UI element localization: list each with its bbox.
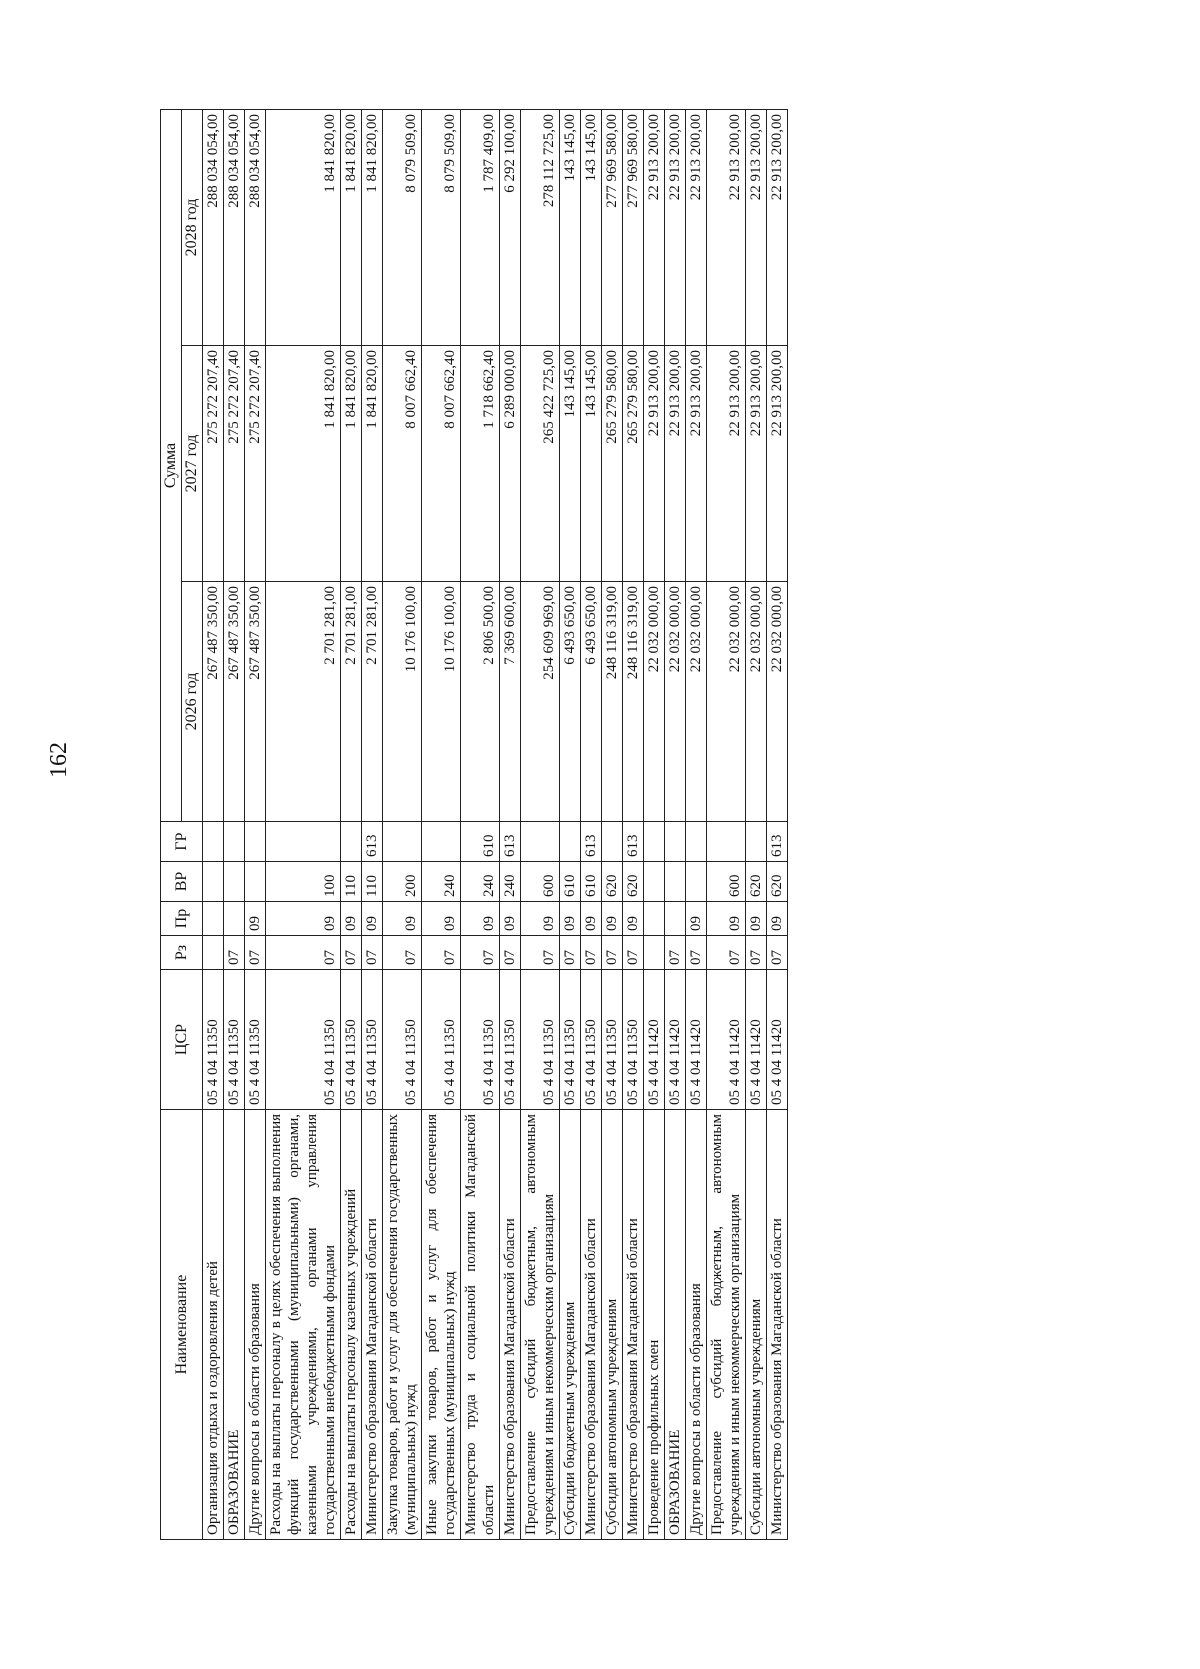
cell-pr: 09 <box>341 902 362 936</box>
table-row <box>203 109 224 1539</box>
cell-gr <box>560 822 581 862</box>
cell-2027: 22 913 200,00 <box>644 346 665 582</box>
cell-name: Субсидии автономным учреждениям <box>746 1110 767 1540</box>
cell-2026: 2 701 281,00 <box>266 582 341 822</box>
cell-2028: 1 841 820,00 <box>341 109 362 345</box>
cell-2028: 1 787 409,00 <box>461 109 500 345</box>
cell-name: Министерство образования Магаданской области <box>623 1110 644 1540</box>
cell-2028: 22 913 200,00 <box>746 109 767 345</box>
cell-2026: 10 176 100,00 <box>383 582 422 822</box>
cell-2026: 6 493 650,00 <box>581 582 602 822</box>
cell-pr <box>203 902 224 936</box>
cell-vr: 100 <box>266 862 341 902</box>
cell-2026: 2 701 281,00 <box>362 582 383 822</box>
cell-vr: 240 <box>461 862 500 902</box>
cell-rz: 07 <box>623 936 644 970</box>
cell-gr <box>644 822 665 862</box>
cell-csr: 05 4 04 11420 <box>686 970 707 1110</box>
cell-vr <box>686 862 707 902</box>
header-gr: ГР <box>161 822 203 862</box>
cell-pr: 09 <box>746 902 767 936</box>
cell-rz: 07 <box>746 936 767 970</box>
cell-vr <box>203 862 224 902</box>
header-2027: 2027 год <box>182 346 203 582</box>
cell-rz: 07 <box>560 936 581 970</box>
cell-vr <box>224 862 245 902</box>
cell-2028: 288 034 054,00 <box>203 109 224 345</box>
cell-gr <box>266 822 341 862</box>
cell-pr: 09 <box>581 902 602 936</box>
header-csr: ЦСР <box>161 970 203 1110</box>
table-row <box>245 109 266 1539</box>
cell-gr: 613 <box>581 822 602 862</box>
cell-csr: 05 4 04 11350 <box>203 970 224 1110</box>
cell-csr: 05 4 04 11420 <box>644 970 665 1110</box>
cell-vr: 620 <box>746 862 767 902</box>
cell-2027: 1 841 820,00 <box>362 346 383 582</box>
cell-rz: 07 <box>266 936 341 970</box>
cell-name: Расходы на выплаты персоналу в целях обеспечения выполнения функций государственными (муниципальными) органами, казенными учреждениями, органами управления государственными внебюджетными фондами <box>266 1110 341 1540</box>
cell-2027: 265 279 580,00 <box>602 346 623 582</box>
table-row <box>686 109 707 1539</box>
cell-rz: 07 <box>224 936 245 970</box>
cell-pr: 09 <box>767 902 788 936</box>
budget-table <box>160 109 788 1540</box>
cell-name: Министерство образования Магаданской области <box>581 1110 602 1540</box>
cell-2028: 8 079 509,00 <box>422 109 461 345</box>
cell-name: ОБРАЗОВАНИЕ <box>665 1110 686 1540</box>
cell-pr <box>644 902 665 936</box>
cell-pr: 09 <box>560 902 581 936</box>
cell-gr <box>341 822 362 862</box>
cell-2028: 288 034 054,00 <box>245 109 266 345</box>
cell-vr: 600 <box>707 862 746 902</box>
cell-rz: 07 <box>362 936 383 970</box>
cell-vr <box>245 862 266 902</box>
page-number: 162 <box>46 742 72 778</box>
cell-name: Министерство образования Магаданской области <box>362 1110 383 1540</box>
table-row <box>644 109 665 1539</box>
cell-gr: 610 <box>461 822 500 862</box>
cell-rz <box>644 936 665 970</box>
cell-pr: 09 <box>686 902 707 936</box>
table-row <box>362 109 383 1539</box>
table-row <box>560 109 581 1539</box>
header-row-1 <box>161 109 182 1539</box>
cell-2027: 8 007 662,40 <box>422 346 461 582</box>
cell-2026: 10 176 100,00 <box>422 582 461 822</box>
table-row <box>422 109 461 1539</box>
cell-2027: 22 913 200,00 <box>767 346 788 582</box>
cell-pr: 09 <box>422 902 461 936</box>
cell-pr: 09 <box>266 902 341 936</box>
cell-gr: 613 <box>500 822 521 862</box>
cell-2026: 2 701 281,00 <box>341 582 362 822</box>
cell-2026: 22 032 000,00 <box>746 582 767 822</box>
cell-gr <box>602 822 623 862</box>
cell-csr: 05 4 04 11350 <box>266 970 341 1110</box>
table-row <box>383 109 422 1539</box>
cell-name: Министерство образования Магаданской области <box>500 1110 521 1540</box>
cell-vr: 620 <box>602 862 623 902</box>
cell-csr: 05 4 04 11350 <box>560 970 581 1110</box>
cell-rz: 07 <box>767 936 788 970</box>
cell-2028: 143 145,00 <box>560 109 581 345</box>
cell-name: Субсидии автономным учреждениям <box>602 1110 623 1540</box>
cell-rz: 07 <box>341 936 362 970</box>
cell-pr: 09 <box>500 902 521 936</box>
cell-name: Министерство образования Магаданской области <box>767 1110 788 1540</box>
cell-pr: 09 <box>362 902 383 936</box>
cell-pr: 09 <box>707 902 746 936</box>
cell-gr <box>686 822 707 862</box>
cell-name: Предоставление субсидий бюджетным, автономным учреждениям и иным некоммерческим организациям <box>521 1110 560 1540</box>
cell-gr <box>203 822 224 862</box>
cell-2028: 22 913 200,00 <box>707 109 746 345</box>
cell-2027: 6 289 000,00 <box>500 346 521 582</box>
cell-pr: 09 <box>521 902 560 936</box>
table-row <box>341 109 362 1539</box>
cell-2027: 22 913 200,00 <box>707 346 746 582</box>
header-2026: 2026 год <box>182 582 203 822</box>
table-row <box>500 109 521 1539</box>
cell-name: Другие вопросы в области образования <box>686 1110 707 1540</box>
cell-pr: 09 <box>623 902 644 936</box>
cell-gr: 613 <box>623 822 644 862</box>
cell-name: ОБРАЗОВАНИЕ <box>224 1110 245 1540</box>
cell-name: Иные закупки товаров, работ и услуг для обеспечения государственных (муниципальных) нужд <box>422 1110 461 1540</box>
cell-vr: 110 <box>341 862 362 902</box>
cell-csr: 05 4 04 11350 <box>362 970 383 1110</box>
cell-csr: 05 4 04 11350 <box>245 970 266 1110</box>
cell-csr: 05 4 04 11350 <box>383 970 422 1110</box>
cell-2026: 248 116 319,00 <box>602 582 623 822</box>
table-row <box>623 109 644 1539</box>
cell-2027: 275 272 207,40 <box>203 346 224 582</box>
cell-csr: 05 4 04 11350 <box>521 970 560 1110</box>
cell-csr: 05 4 04 11350 <box>581 970 602 1110</box>
cell-2026: 7 369 600,00 <box>500 582 521 822</box>
cell-csr: 05 4 04 11350 <box>461 970 500 1110</box>
cell-rz: 07 <box>245 936 266 970</box>
table-row <box>224 109 245 1539</box>
cell-rz: 07 <box>602 936 623 970</box>
cell-2026: 267 487 350,00 <box>245 582 266 822</box>
cell-2027: 1 841 820,00 <box>341 346 362 582</box>
cell-2026: 6 493 650,00 <box>560 582 581 822</box>
cell-rz: 07 <box>665 936 686 970</box>
cell-vr: 610 <box>581 862 602 902</box>
table-row <box>746 109 767 1539</box>
cell-rz: 07 <box>422 936 461 970</box>
header-2028: 2028 год <box>182 109 203 345</box>
cell-2027: 143 145,00 <box>560 346 581 582</box>
cell-vr: 200 <box>383 862 422 902</box>
cell-name: Организация отдыха и оздоровления детей <box>203 1110 224 1540</box>
cell-vr: 240 <box>500 862 521 902</box>
cell-pr: 09 <box>383 902 422 936</box>
cell-gr <box>746 822 767 862</box>
header-pr: Пр <box>161 902 203 936</box>
cell-2027: 22 913 200,00 <box>686 346 707 582</box>
cell-csr: 05 4 04 11420 <box>707 970 746 1110</box>
cell-vr: 620 <box>767 862 788 902</box>
cell-gr <box>521 822 560 862</box>
cell-2028: 277 969 580,00 <box>623 109 644 345</box>
cell-name: Предоставление субсидий бюджетным, автономным учреждениям и иным некоммерческим организациям <box>707 1110 746 1540</box>
table-row <box>602 109 623 1539</box>
cell-pr <box>224 902 245 936</box>
cell-2028: 8 079 509,00 <box>383 109 422 345</box>
cell-2027: 275 272 207,40 <box>224 346 245 582</box>
cell-csr: 05 4 04 11420 <box>767 970 788 1110</box>
cell-2026: 22 032 000,00 <box>767 582 788 822</box>
cell-csr: 05 4 04 11350 <box>500 970 521 1110</box>
cell-vr: 610 <box>560 862 581 902</box>
cell-2027: 1 718 662,40 <box>461 346 500 582</box>
cell-2028: 6 292 100,00 <box>500 109 521 345</box>
cell-2028: 22 913 200,00 <box>665 109 686 345</box>
cell-rz: 07 <box>500 936 521 970</box>
cell-csr: 05 4 04 11350 <box>602 970 623 1110</box>
table-body <box>203 109 788 1539</box>
table-row <box>266 109 341 1539</box>
cell-2027: 8 007 662,40 <box>383 346 422 582</box>
cell-2027: 275 272 207,40 <box>245 346 266 582</box>
cell-rz: 07 <box>383 936 422 970</box>
table-row <box>461 109 500 1539</box>
cell-name: Закупка товаров, работ и услуг для обеспечения государственных (муниципальных) нужд <box>383 1110 422 1540</box>
table-row <box>767 109 788 1539</box>
cell-2027: 265 422 725,00 <box>521 346 560 582</box>
cell-2028: 288 034 054,00 <box>224 109 245 345</box>
cell-2028: 278 112 725,00 <box>521 109 560 345</box>
cell-pr: 09 <box>602 902 623 936</box>
cell-2027: 22 913 200,00 <box>746 346 767 582</box>
cell-2026: 22 032 000,00 <box>686 582 707 822</box>
cell-vr: 110 <box>362 862 383 902</box>
cell-2028: 22 913 200,00 <box>686 109 707 345</box>
cell-2026: 254 609 969,00 <box>521 582 560 822</box>
cell-gr <box>224 822 245 862</box>
cell-gr <box>422 822 461 862</box>
cell-gr: 613 <box>362 822 383 862</box>
cell-2028: 22 913 200,00 <box>767 109 788 345</box>
cell-2026: 248 116 319,00 <box>623 582 644 822</box>
cell-csr: 05 4 04 11420 <box>746 970 767 1110</box>
cell-vr: 600 <box>521 862 560 902</box>
cell-2026: 22 032 000,00 <box>644 582 665 822</box>
cell-2028: 277 969 580,00 <box>602 109 623 345</box>
cell-2027: 1 841 820,00 <box>266 346 341 582</box>
cell-2026: 267 487 350,00 <box>224 582 245 822</box>
cell-vr <box>644 862 665 902</box>
cell-pr: 09 <box>245 902 266 936</box>
cell-csr: 05 4 04 11350 <box>422 970 461 1110</box>
cell-2026: 22 032 000,00 <box>665 582 686 822</box>
cell-rz: 07 <box>686 936 707 970</box>
cell-pr <box>665 902 686 936</box>
rotated-table-container <box>160 110 788 1540</box>
table-row <box>665 109 686 1539</box>
cell-rz: 07 <box>581 936 602 970</box>
cell-2028: 1 841 820,00 <box>362 109 383 345</box>
cell-vr: 240 <box>422 862 461 902</box>
cell-name: Расходы на выплаты персоналу казенных учреждений <box>341 1110 362 1540</box>
cell-rz: 07 <box>707 936 746 970</box>
cell-csr: 05 4 04 11420 <box>665 970 686 1110</box>
table-row <box>521 109 560 1539</box>
cell-2026: 267 487 350,00 <box>203 582 224 822</box>
header-vr: ВР <box>161 862 203 902</box>
cell-rz <box>203 936 224 970</box>
cell-2027: 265 279 580,00 <box>623 346 644 582</box>
cell-name: Проведение профильных смен <box>644 1110 665 1540</box>
cell-2028: 143 145,00 <box>581 109 602 345</box>
cell-vr: 620 <box>623 862 644 902</box>
cell-rz: 07 <box>521 936 560 970</box>
table-row <box>707 109 746 1539</box>
header-rz: Рз <box>161 936 203 970</box>
cell-2026: 22 032 000,00 <box>707 582 746 822</box>
cell-rz: 07 <box>461 936 500 970</box>
table-row <box>581 109 602 1539</box>
cell-name: Субсидии бюджетным учреждениям <box>560 1110 581 1540</box>
cell-gr <box>665 822 686 862</box>
cell-csr: 05 4 04 11350 <box>341 970 362 1110</box>
cell-name: Другие вопросы в области образования <box>245 1110 266 1540</box>
cell-csr: 05 4 04 11350 <box>623 970 644 1110</box>
cell-2028: 1 841 820,00 <box>266 109 341 345</box>
cell-gr <box>707 822 746 862</box>
header-name: Наименование <box>161 1110 203 1540</box>
cell-vr <box>665 862 686 902</box>
cell-gr <box>245 822 266 862</box>
header-sum: Сумма <box>161 109 182 821</box>
cell-name: Министерство труда и социальной политики Магаданской области <box>461 1110 500 1540</box>
cell-2027: 143 145,00 <box>581 346 602 582</box>
cell-pr: 09 <box>461 902 500 936</box>
cell-2027: 22 913 200,00 <box>665 346 686 582</box>
cell-csr: 05 4 04 11350 <box>224 970 245 1110</box>
cell-2026: 2 806 500,00 <box>461 582 500 822</box>
cell-gr: 613 <box>767 822 788 862</box>
cell-2028: 22 913 200,00 <box>644 109 665 345</box>
cell-gr <box>383 822 422 862</box>
